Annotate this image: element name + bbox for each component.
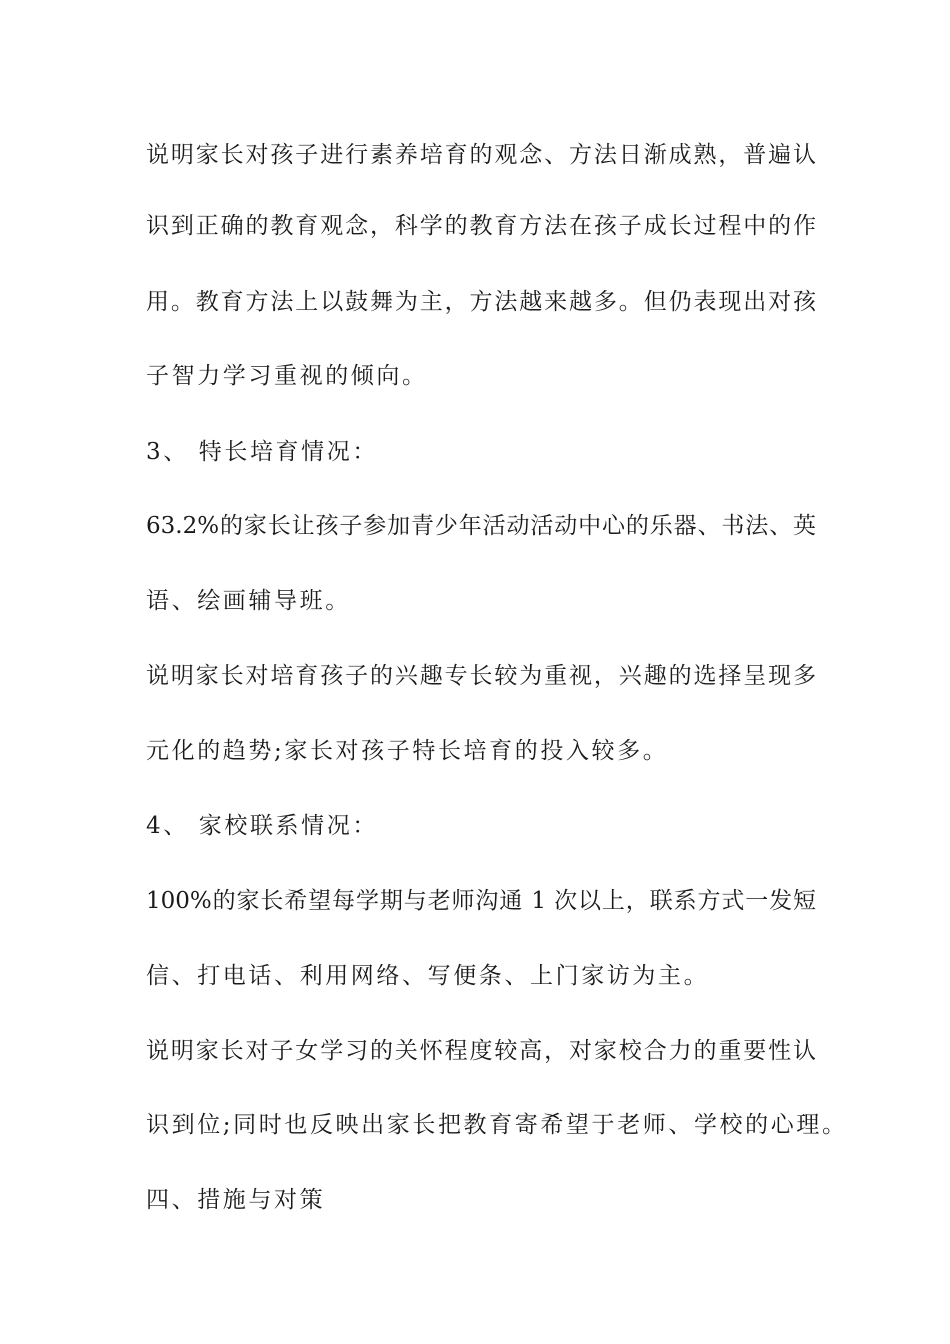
text-line: 说明家长对培育孩子的兴趣专长较为重视，兴趣的选择呈现多 bbox=[146, 663, 816, 689]
text-line: 用。教育方法上以鼓舞为主，方法越来越多。但仍表现出对孩 bbox=[146, 289, 816, 315]
text-line: 识到位;同时也反映出家长把教育寄希望于老师、学校的心理。 bbox=[146, 1112, 848, 1138]
section-heading: 4、 家校联系情况： bbox=[146, 813, 378, 839]
text-line: 元化的趋势;家长对孩子特长培育的投入较多。 bbox=[146, 738, 669, 764]
text-line: 63.2%的家长让孩子参加青少年活动活动中心的乐器、书法、英 bbox=[146, 513, 816, 539]
text-line: 子智力学习重视的倾向。 bbox=[146, 363, 428, 389]
text-line: 语、绘画辅导班。 bbox=[146, 588, 351, 614]
section-heading: 3、 特长培育情况： bbox=[146, 439, 378, 465]
text-line: 说明家长对子女学习的关怀程度较高，对家校合力的重要性认 bbox=[146, 1038, 816, 1064]
text-line: 100%的家长希望每学期与老师沟通 1 次以上，联系方式一发短 bbox=[146, 888, 816, 914]
text-line: 说明家长对孩子进行素养培育的观念、方法日渐成熟，普遍认 bbox=[146, 142, 816, 168]
text-line: 信、打电话、利用网络、写便条、上门家访为主。 bbox=[146, 963, 710, 989]
section-heading: 四、措施与对策 bbox=[146, 1187, 326, 1213]
text-line: 识到正确的教育观念，科学的教育方法在孩子成长过程中的作 bbox=[146, 213, 816, 239]
